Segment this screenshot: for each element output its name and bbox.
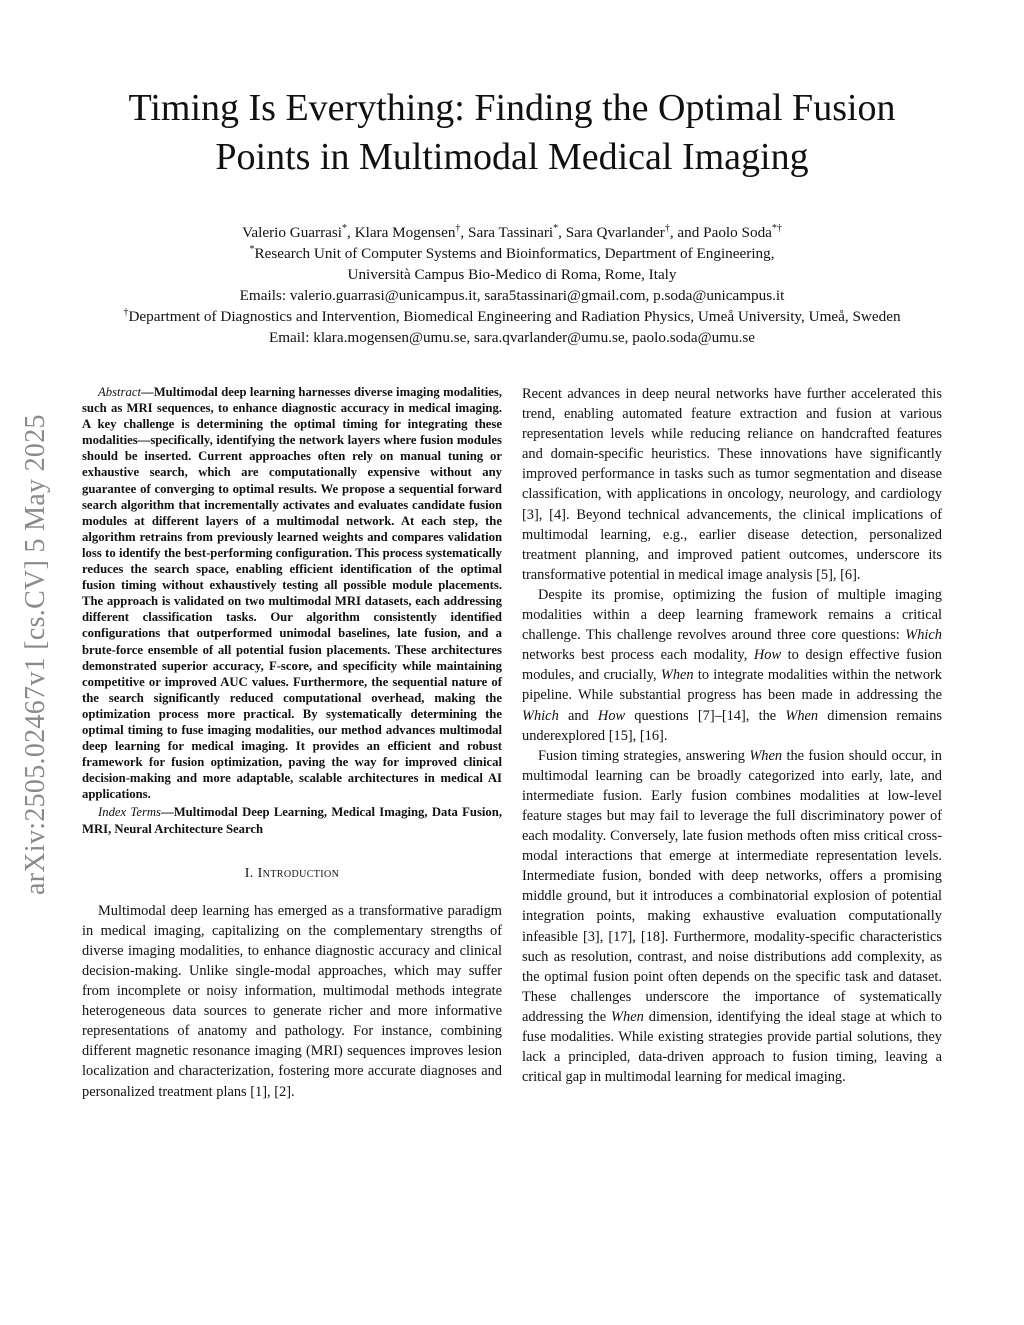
title-line-2: Points in Multimodal Medical Imaging — [215, 136, 809, 178]
affiliation-text: Department of Diagnostics and Intervention, Biomedical Engineering and Radiation Physics, Umeå University, Umeå, Sweden — [128, 308, 901, 325]
section-heading — [82, 864, 502, 884]
emphasis: When — [785, 707, 819, 724]
author-name: , Sara Qvarlander — [558, 224, 665, 241]
text-run: and — [558, 707, 598, 724]
affiliation-mark: † — [455, 222, 461, 234]
emphasis: When — [611, 1008, 644, 1025]
author-name: , and Paolo Soda — [669, 224, 772, 241]
affiliation-text: Research Unit of Computer Systems and Bioinformatics, Department of Engineering, — [254, 245, 775, 262]
left-column — [82, 384, 502, 1102]
text-run: dimension, identifying the ideal stage at which to fuse modalities. While existing strategies provide partial solutions, they lack a principled, data-driven approach to fusion timing, leaving a critical gap in multimodal learning for medical imaging. — [522, 1008, 942, 1086]
abstract — [82, 384, 502, 837]
affiliation-mark: * — [553, 222, 559, 234]
text-run: to integrate modalities within the network pipeline. While substantial progress has been made in addressing the — [522, 667, 942, 704]
emphasis: Which — [905, 627, 942, 644]
intro-paragraph-2: Recent advances in deep neural networks have further accelerated this trend, enabling automated feature extraction and fusion at various representation levels while reducing reliance on handcrafted features and domain-specific heuristics. These innovations have significantly improved performance in tasks such as tumor segmentation and disease classification, with applications in oncology, neurology, and cardiology [3], [4]. Beyond technical advancements, the clinical implications of multimodal learning, e.g., earlier disease detection, personalized treatment planning, and improved patient outcomes, underscore its transformative potential in medical image analysis [5], [6]. — [522, 386, 942, 583]
section-title: Introduction — [257, 865, 340, 881]
emphasis: How — [597, 707, 626, 724]
abstract-text — [82, 384, 502, 802]
text-run: Fusion timing strategies, answering — [538, 747, 750, 764]
title-line-1: Timing Is Everything: Finding the Optimal Fusion — [128, 87, 896, 129]
text-run: dimension remains underexplored [15], [16]. — [522, 707, 942, 744]
text-run: the fusion should occur, in multimodal learning can be broadly categorized into early, late, and intermediate fusion. Early fusion combines modalities at low-level feature stages but may fail to leverage the full discriminatory power of each modality. Conversely, late fusion methods often miss critical cross-modal interactions that emerge at intermediate representation levels. Intermediate fusion, bonded with deep networks, offers a promising middle ground, but it introduces a combinatorial explosion of potential integration points, making exhaustive evaluation computationally infeasible [3], [17], [18]. Furthermore, modality-specific characteristics such as resolution, contrast, and noise distributions add complexity, as the optimal fusion point often depends on the specific task and dataset. These challenges underscore the importance of systematically addressing the — [522, 747, 942, 1025]
emails-1: Emails: valerio.guarrasi@unicampus.it, sara5tassinari@gmail.com, p.soda@unicampus.it — [239, 287, 785, 304]
section-number: I. — [244, 865, 254, 881]
index-terms-body: —Multimodal Deep Learning, Medical Imaging, Data Fusion, MRI, Neural Architecture Search — [82, 805, 502, 836]
affiliation-mark: † — [123, 306, 129, 318]
affiliation-2 — [70, 306, 954, 327]
right-column — [522, 384, 942, 1087]
intro-paragraph-1: Multimodal deep learning has emerged as a transformative paradigm in medical imaging, capitalizing on the complementary strengths of diverse imaging modalities, to enhance diagnostic accuracy and clinical decision-making. Unlike single-modal approaches, which may suffer from incomplete or noisy information, multimodal methods integrate heterogeneous data sources to generate richer and more informative representations of anatomy and pathology. For instance, combining different magnetic resonance imaging (MRI) sequences improves lesion localization and characterization, fostering more accurate diagnoses and personalized treatment plans [1], [2]. — [82, 902, 502, 1100]
index-terms — [82, 804, 502, 836]
arxiv-identifier: arXiv:2505.02467v1 [cs.CV] 5 May 2025 — [20, 414, 51, 896]
emphasis: Which — [522, 707, 559, 724]
affiliation-mark: *† — [771, 222, 782, 234]
affiliation-1 — [70, 243, 954, 264]
paper-title — [80, 84, 944, 182]
text-run: to design effective fusion modules, and crucially, — [522, 647, 942, 684]
affiliation-mark: * — [249, 243, 255, 255]
index-terms-label: Index Terms — [98, 805, 161, 820]
text-run: networks best process each modality, — [522, 647, 754, 664]
text-run: Despite its promise, optimizing the fusion of multiple imaging modalities within a deep learning framework remains a critical challenge. This challenge revolves around three core questions: — [522, 586, 942, 644]
author-name: Valerio Guarrasi — [242, 224, 343, 241]
affiliation-mark: * — [342, 222, 348, 234]
affiliation-mark: † — [664, 222, 670, 234]
emails-2: Email: klara.mogensen@umu.se, sara.qvarlander@umu.se, paolo.soda@umu.se — [268, 329, 756, 346]
emphasis: How — [753, 647, 782, 664]
author-block — [70, 222, 954, 348]
author-name: , Klara Mogensen — [347, 224, 456, 241]
intro-paragraph-3 — [522, 585, 942, 746]
author-name: , Sara Tassinari — [460, 224, 554, 241]
abstract-label: Abstract — [98, 385, 141, 399]
emphasis: When — [749, 747, 783, 764]
author-list — [70, 222, 954, 243]
abstract-body: —Multimodal deep learning harnesses diverse imaging modalities, such as MRI sequences, to enhance diagnostic accuracy in medical imaging. A key challenge is determining the optimal timing for integrating these modalities—specifically, identifying the network layers where fusion modules should be inserted. Current approaches often rely on manual tuning or exhaustive search, which are computationally expensive without any guarantee of converging to optimal results. We propose a sequential forward search algorithm that incrementally activates and evaluates candidate fusion modules at different layers of a multimodal network. At each step, the algorithm retrains from previously learned weights and compares validation loss to identify the best-performing configuration. This process systematically reduces the search space, enabling efficient identification of the optimal fusion timing without exhaustively testing all possible module placements. The approach is validated on two multimodal MRI datasets, each addressing different classification tasks. Our algorithm consistently identified configurations that outperformed unimodal baselines, late fusion, and a brute-force ensemble of all potential fusion placements. These architectures demonstrated superior accuracy, F-score, and specificity while maintaining competitive or improved AUC values. Furthermore, the sequential nature of the search significantly reduced computational overhead, making the optimization process more practical. By systematically determining the optimal timing to fuse imaging modalities, our method advances multimodal deep learning for medical imaging. It provides an efficient and robust framework for fusion optimization, paving the way for improved clinical decision-making and more adaptable, scalable architectures in medical AI applications. — [82, 385, 502, 802]
intro-section — [82, 864, 502, 1102]
intro-paragraph-4 — [522, 746, 942, 1088]
emphasis: When — [660, 667, 694, 684]
text-run: questions [7]–[14], the — [625, 707, 786, 724]
affiliation-1-location: Università Campus Bio-Medico di Roma, Rome, Italy — [347, 266, 677, 283]
